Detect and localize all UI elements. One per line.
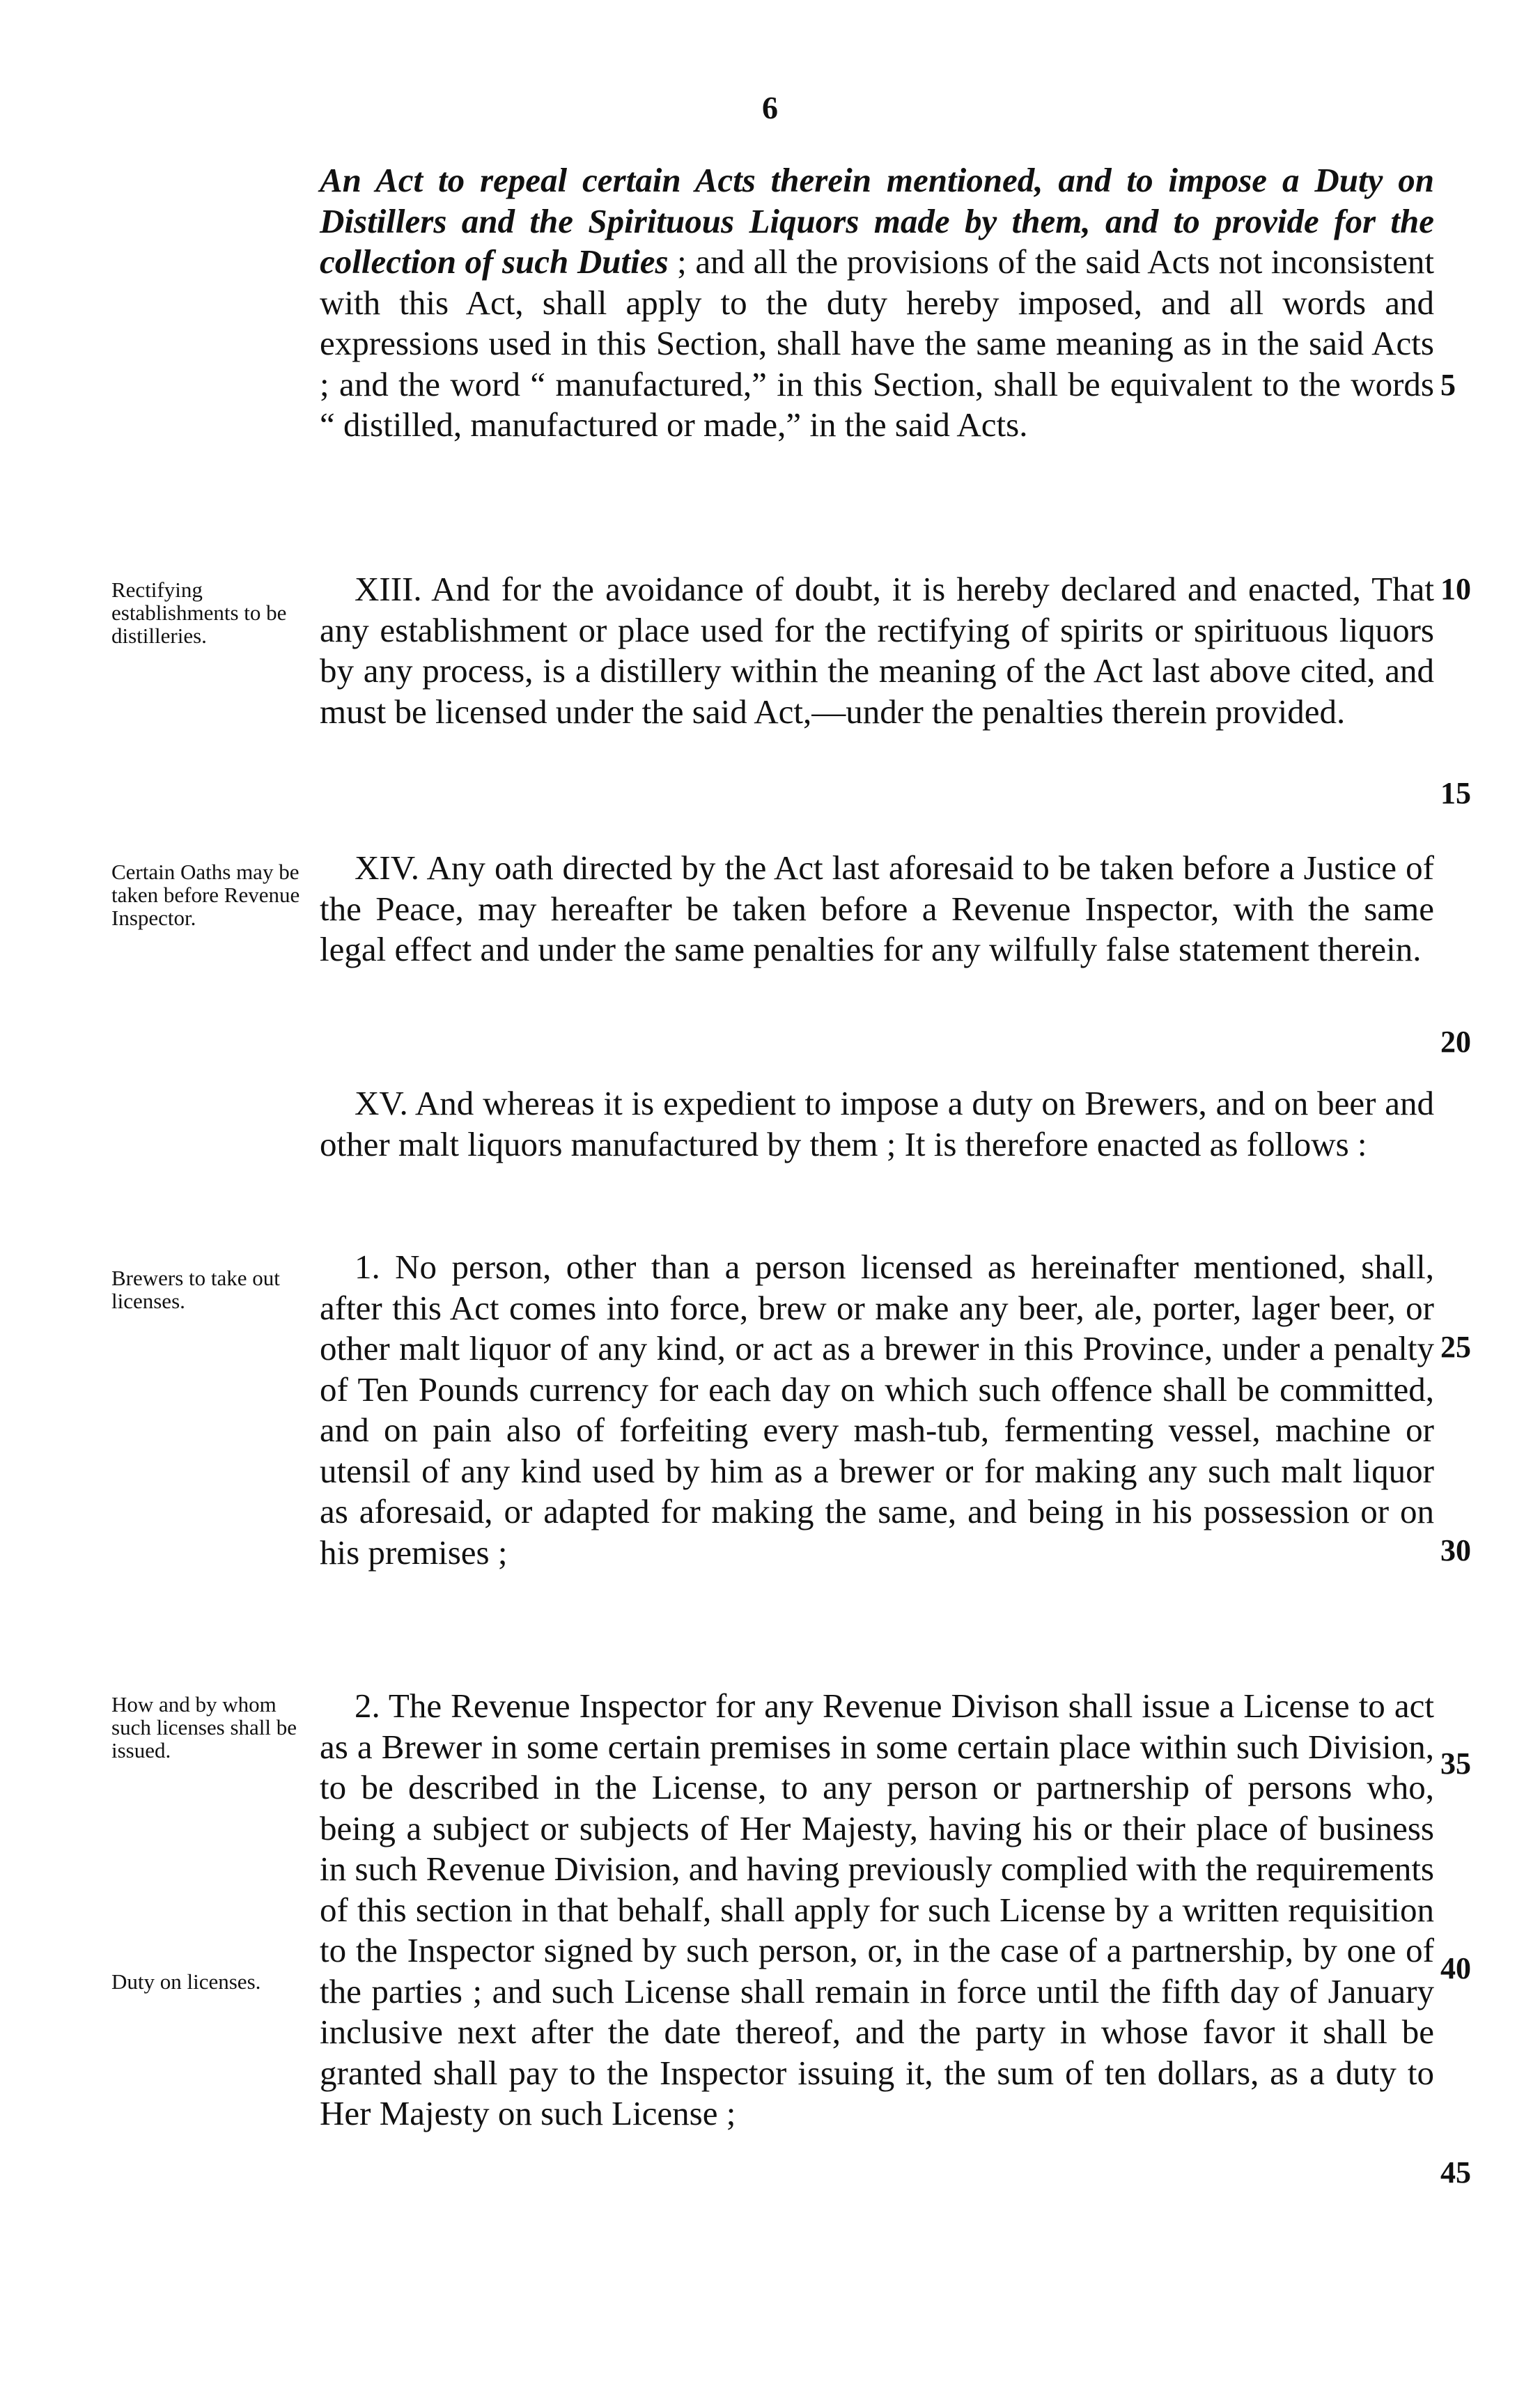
section-xiv: [320, 848, 1434, 970]
section-xv: [320, 1083, 1434, 1165]
section-text: Any oath directed by the Act last aforesaid to be taken before a Justice of the Peace, may hereafter be taken before a Revenue Inspector, with the same legal effect and under the same penalties for any wilfully false statement therein.: [320, 848, 1434, 968]
line-number: 40: [1440, 1951, 1471, 1985]
line-number: 10: [1440, 572, 1471, 606]
line-number: 20: [1440, 1025, 1471, 1059]
act-title: An Act to repeal certain Acts therein mentioned, and to impose a Duty on Distillers and the Spirituous Liquors made by them, and to provide for the collection of such Duties: [320, 161, 1434, 281]
line-number: 30: [1440, 1533, 1471, 1567]
margin-note-rectifying: Rectifying establishments to be distilleries.: [111, 578, 287, 648]
intro-paragraph: [320, 160, 1434, 446]
section-text: And for the avoidance of doubt, it is hereby declared and enacted, That any establishment or place used for the rectifying of spirits or spirituous liquors by any process, is a distillery within the meaning of the Act last above cited, and must be licensed under the said Act,—under the penalties therein provided.: [320, 570, 1434, 731]
page-number: 6: [762, 90, 778, 125]
intro-text: ; and all the provisions of the said Acts not inconsistent with this Act, shall apply to the duty hereby imposed, and all words and expressions used in this Section, shall have the same meaning as in the said Acts ; and the word “ manufactured,” in this Section, shall be equivalent to the words “ distilled, manufactured or made,” in the said Acts.: [320, 242, 1434, 444]
line-number: 5: [1440, 368, 1456, 402]
subsection-text: The Revenue Inspector for any Revenue Divison shall issue a License to act as a Brewer in some certain premises in some certain place within such Division, to be described in the License, to any person or partnership of persons who, being a subject or subjects of Her Majesty, having his or their place of business in such Revenue Division, and having previously complied with the requirements of this section in that behalf, shall apply for such License by a written requisition to the Inspector signed by such person, or, in the case of a partnership, by one of the parties ; and such License shall remain in force until the fifth day of January inclusive next after the date thereof, and the party in whose favor it shall be granted shall pay to the Inspector issuing it, the sum of ten dollars, as a duty to Her Majesty on such License ;: [320, 1687, 1434, 2132]
line-number: 45: [1440, 2155, 1471, 2189]
margin-note-duty: Duty on licenses.: [111, 1969, 261, 1994]
line-number: 35: [1440, 1746, 1471, 1781]
section-text: And whereas it is expedient to impose a duty on Brewers, and on beer and other malt liquors manufactured by them ; It is therefore enacted as follows :: [320, 1084, 1434, 1163]
section-number: XIII.: [355, 570, 422, 608]
margin-note-how-whom: How and by whom such licenses shall be issued.: [111, 1692, 297, 1762]
subsection-2: [320, 1686, 1434, 2134]
section-xiii: [320, 569, 1434, 732]
margin-note-brewers: Brewers to take out licenses.: [111, 1266, 280, 1313]
line-number: 15: [1440, 776, 1471, 810]
section-number: XV.: [355, 1084, 408, 1122]
subsection-1: [320, 1247, 1434, 1573]
line-number: 25: [1440, 1330, 1471, 1364]
margin-note-oaths: Certain Oaths may be taken before Revenue Inspector.: [111, 860, 300, 930]
subsection-text: No person, other than a person licensed as hereinafter mentioned, shall, after this Act comes into force, brew or make any beer, ale, porter, lager beer, or other malt liquor of any kind, or act as a brewer in this Province, under a penalty of Ten Pounds currency for each day on which such offence shall be committed, and on pain also of forfeiting every mash-tub, fermenting vessel, machine or utensil of any kind used by him as a brewer or for making any such malt liquor as aforesaid, or adapted for making the same, and being in his possession or on his premises ;: [320, 1248, 1434, 1572]
subsection-number: 2.: [355, 1687, 380, 1725]
subsection-number: 1.: [355, 1248, 380, 1286]
section-number: XIV.: [355, 848, 420, 887]
